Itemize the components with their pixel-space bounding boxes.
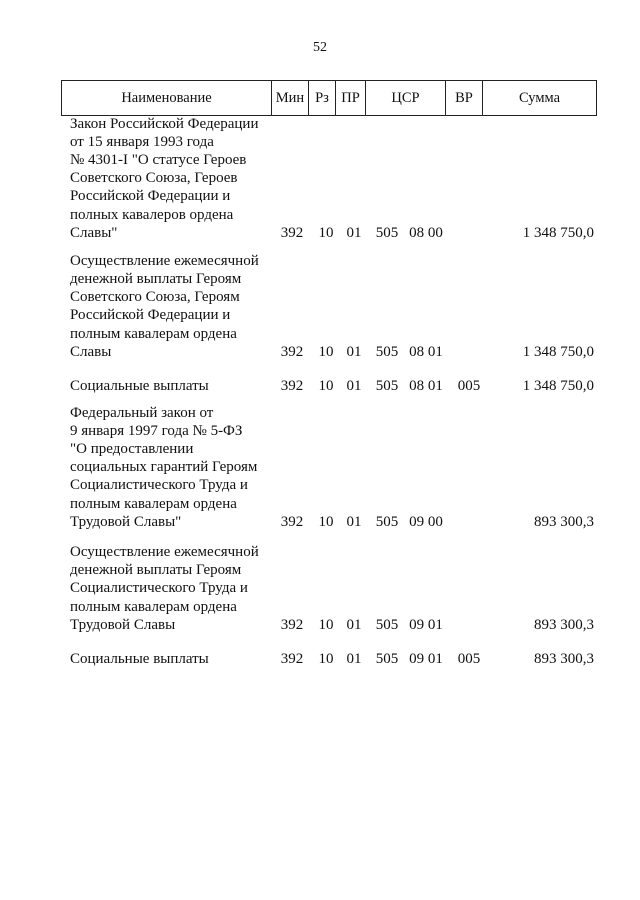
row-csr-program: 505 — [375, 343, 399, 360]
row-name: Социальные выплаты — [70, 650, 209, 667]
row-sum: 1 348 750,0 — [522, 224, 594, 241]
row-pr: 01 — [346, 616, 362, 633]
row-name: Социальные выплаты — [70, 377, 209, 394]
row-rz: 10 — [318, 616, 334, 633]
row-csr-program: 505 — [375, 224, 399, 241]
row-sum: 1 348 750,0 — [522, 343, 594, 360]
row-csr-item: 09 01 — [409, 616, 443, 633]
row-rz: 10 — [318, 650, 334, 667]
header-rz: Рз — [309, 81, 336, 115]
row-pr: 01 — [346, 513, 362, 530]
row-pr: 01 — [346, 377, 362, 394]
row-min: 392 — [280, 513, 304, 530]
row-min: 392 — [280, 224, 304, 241]
page-number: 52 — [313, 40, 327, 55]
row-min: 392 — [280, 616, 304, 633]
row-rz: 10 — [318, 224, 334, 241]
header-sum: Сумма — [518, 89, 561, 106]
header-min: Мин — [272, 81, 309, 115]
row-csr-program: 505 — [375, 377, 399, 394]
header-vr: ВР — [446, 81, 483, 115]
row-name: Закон Российской Федерации от 15 января 1993 года № 4301-I "О статусе Героев Советского Союза, Героев Российской Федерации и полных кавалеров ордена Славы" — [70, 115, 259, 241]
row-rz: 10 — [318, 377, 334, 394]
row-sum: 893 300,3 — [534, 616, 594, 633]
row-sum: 893 300,3 — [534, 650, 594, 667]
row-csr-item: 09 00 — [409, 513, 443, 530]
row-rz: 10 — [318, 343, 334, 360]
row-min: 392 — [280, 650, 304, 667]
row-pr: 01 — [346, 224, 362, 241]
row-pr: 01 — [346, 343, 362, 360]
row-csr-program: 505 — [375, 616, 399, 633]
row-rz: 10 — [318, 513, 334, 530]
header-pr: ПР — [336, 81, 366, 115]
row-vr: 005 — [457, 377, 481, 394]
row-pr: 01 — [346, 650, 362, 667]
row-sum: 893 300,3 — [534, 513, 594, 530]
row-csr-item: 08 00 — [409, 224, 443, 241]
row-csr-item: 08 01 — [409, 377, 443, 394]
row-name: Осуществление ежемесячной денежной выплаты Героям Советского Союза, Героям Российской Федерации и полным кавалерам ордена Славы — [70, 252, 259, 360]
row-csr-item: 08 01 — [409, 343, 443, 360]
header-name: Наименование — [62, 81, 272, 115]
row-name: Федеральный закон от 9 января 1997 года № 5-ФЗ "О предоставлении социальных гарантий Героям Социалистического Труда и полным кавалерам ордена Трудовой Славы" — [70, 404, 258, 530]
row-csr-program: 505 — [375, 650, 399, 667]
row-sum: 1 348 750,0 — [522, 377, 594, 394]
row-csr-item: 09 01 — [409, 650, 443, 667]
row-csr-program: 505 — [375, 513, 399, 530]
row-min: 392 — [280, 377, 304, 394]
row-min: 392 — [280, 343, 304, 360]
row-name: Осуществление ежемесячной денежной выплаты Героям Социалистического Труда и полным кавалерам ордена Трудовой Славы — [70, 543, 259, 633]
row-vr: 005 — [457, 650, 481, 667]
header-csr: ЦСР — [366, 81, 446, 115]
